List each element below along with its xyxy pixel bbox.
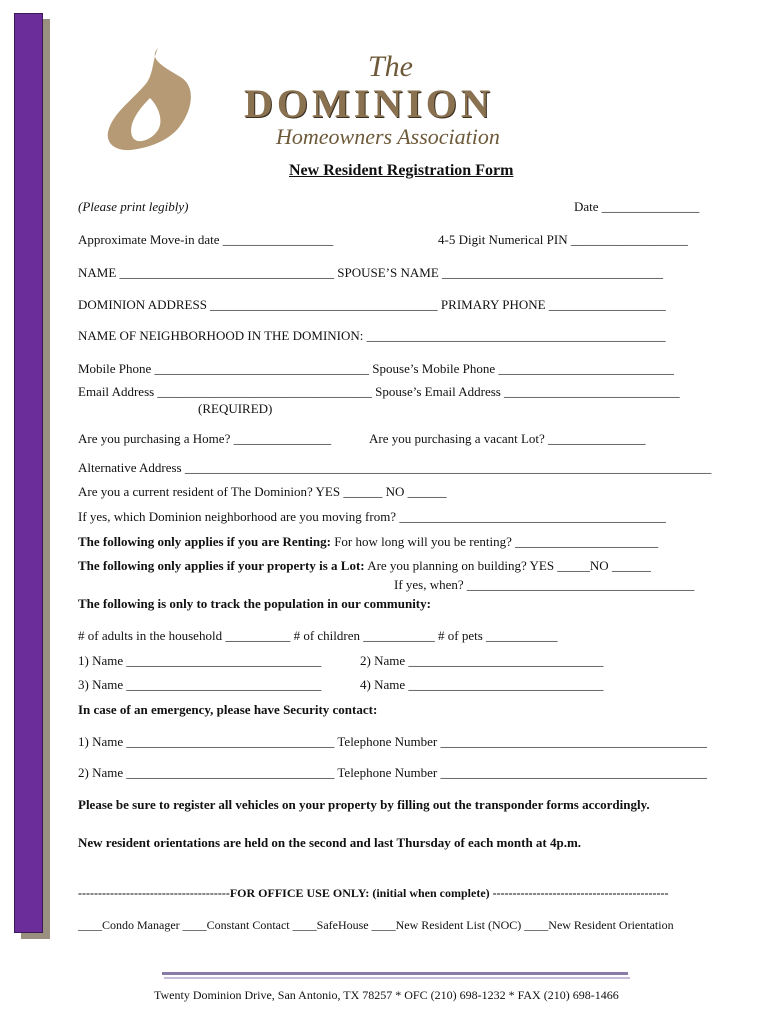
footer-divider xyxy=(162,972,628,975)
address-field[interactable]: DOMINION ADDRESS ___________________________________ PRIMARY PHONE __________________ xyxy=(78,297,666,312)
pin-field[interactable]: 4-5 Digit Numerical PIN __________________ xyxy=(438,232,688,247)
required-label: (REQUIRED) xyxy=(198,401,273,416)
emergency-contact-2[interactable]: 2) Name ________________________________ Telephone Number _________________________________________ xyxy=(78,765,707,780)
renting-label: The following only applies if you are Renting: xyxy=(78,534,331,549)
name-field[interactable]: NAME _________________________________ SPOUSE’S NAME __________________________________ xyxy=(78,265,664,280)
logo-subtitle: Homeowners Association xyxy=(276,124,500,149)
move-in-field[interactable]: Approximate Move-in date _________________ xyxy=(78,232,334,247)
lot-field[interactable]: Are you planning on building? YES _____NO ______ xyxy=(367,558,651,573)
current-resident-field[interactable]: Are you a current resident of The Dominion? YES ______ NO ______ xyxy=(78,484,447,499)
logo-the: The xyxy=(368,50,413,83)
lot-label: The following only applies if your property is a Lot: xyxy=(78,558,365,573)
purchase-home-field[interactable]: Are you purchasing a Home? _______________ xyxy=(78,431,332,446)
orientation-note: New resident orientations are held on the second and last Thursday of each month at 4p.m. xyxy=(78,835,582,850)
logo-name: DOMINION xyxy=(244,81,494,126)
occupant-name-4[interactable]: 4) Name ______________________________ xyxy=(360,677,604,692)
if-yes-when-field[interactable]: If yes, when? ___________________________________ xyxy=(394,577,695,592)
renting-row[interactable] xyxy=(78,534,658,550)
form-title: New Resident Registration Form xyxy=(289,162,514,179)
mobile-field[interactable]: Mobile Phone _________________________________ Spouse’s Mobile Phone ___________________________ xyxy=(78,361,674,376)
emergency-heading: In case of an emergency, please have Security contact: xyxy=(78,702,378,717)
purchase-lot-field[interactable]: Are you purchasing a vacant Lot? _______________ xyxy=(369,431,646,446)
office-use-line: --------------------------------------FOR OFFICE USE ONLY: (initial when complete) -------------------------------------------- xyxy=(78,886,669,900)
vehicles-note: Please be sure to register all vehicles on your property by filling out the transponder forms accordingly. xyxy=(78,797,650,812)
lot-row[interactable] xyxy=(78,558,651,574)
office-use-items[interactable]: ____Condo Manager ____Constant Contact ____SafeHouse ____New Resident List (NOC) ____New Resident Orientation xyxy=(78,918,674,932)
population-heading: The following is only to track the population in our community: xyxy=(78,596,431,611)
occupant-name-3[interactable]: 3) Name ______________________________ xyxy=(78,677,322,692)
date-field[interactable]: Date _______________ xyxy=(574,199,700,214)
print-note: (Please print legibly) xyxy=(78,199,189,214)
dominion-logo-icon xyxy=(100,40,200,160)
occupant-name-2[interactable]: 2) Name ______________________________ xyxy=(360,653,604,668)
email-field[interactable]: Email Address _________________________________ Spouse’s Email Address ___________________________ xyxy=(78,384,680,399)
moving-from-field[interactable]: If yes, which Dominion neighborhood are you moving from? _________________________________________ xyxy=(78,509,666,524)
sidebar-bar xyxy=(14,13,43,933)
footer-address: Twenty Dominion Drive, San Antonio, TX 78257 * OFC (210) 698-1232 * FAX (210) 698-1466 xyxy=(154,988,619,1002)
footer-divider-shadow xyxy=(164,977,630,979)
counts-field[interactable]: # of adults in the household __________ # of children ___________ # of pets ___________ xyxy=(78,628,558,643)
emergency-contact-1[interactable]: 1) Name ________________________________ Telephone Number _________________________________________ xyxy=(78,734,707,749)
alt-address-field[interactable]: Alternative Address _________________________________________________________________________________ xyxy=(78,460,712,475)
occupant-name-1[interactable]: 1) Name ______________________________ xyxy=(78,653,322,668)
renting-field[interactable]: For how long will you be renting? ______________________ xyxy=(334,534,659,549)
neighborhood-field[interactable]: NAME OF NEIGHBORHOOD IN THE DOMINION: ______________________________________________ xyxy=(78,328,666,343)
